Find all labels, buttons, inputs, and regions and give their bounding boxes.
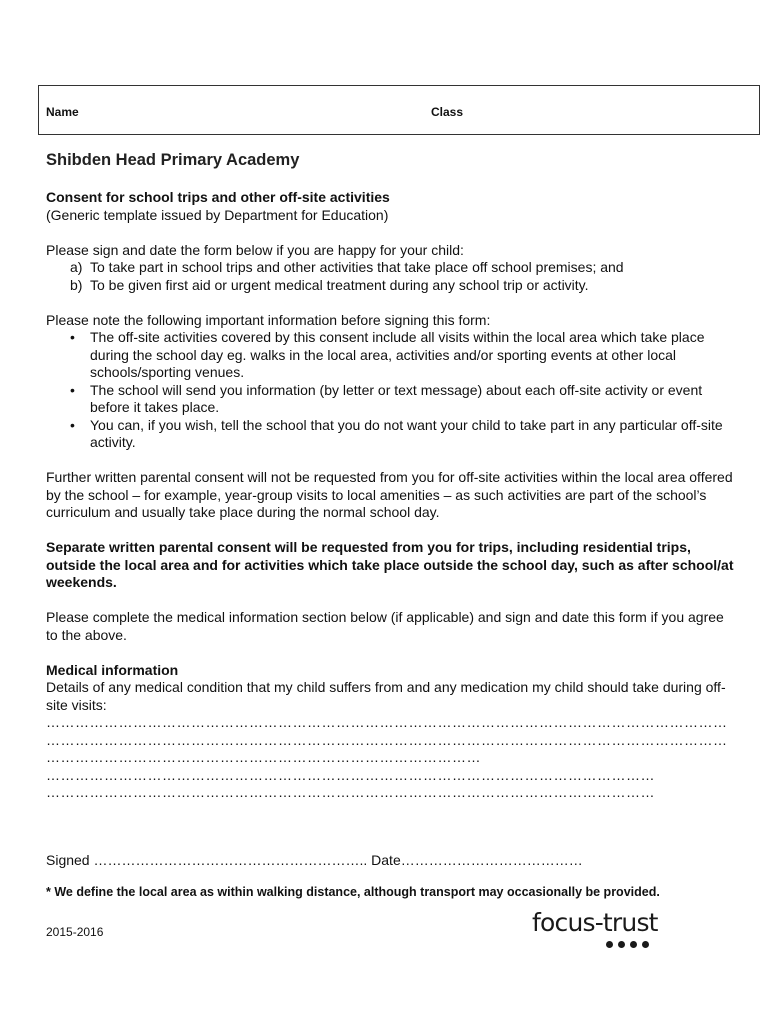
medical-line-5[interactable]: ……………………………………………………………………………………………………………… bbox=[46, 784, 655, 800]
intro-text: Please sign and date the form below if you are happy for your child: bbox=[46, 241, 464, 258]
intro-list bbox=[46, 259, 736, 294]
bullet-icon: • bbox=[70, 381, 75, 398]
list-item bbox=[46, 277, 736, 295]
footnote: * We define the local area as within walking distance, although transport may occasionally be provided. bbox=[46, 885, 660, 899]
consent-subheading: (Generic template issued by Department for Education) bbox=[46, 206, 389, 223]
list-item bbox=[46, 259, 736, 277]
consent-heading: Consent for school trips and other off-site activities bbox=[46, 189, 390, 205]
medical-line-1[interactable]: …………………………………………………………………………………………………………………………… bbox=[46, 714, 728, 730]
medical-line-4[interactable]: ……………………………………………………………………………………………………………… bbox=[46, 766, 655, 783]
bullet-icon: • bbox=[70, 416, 75, 433]
list-item-text: The off-site activities covered by this consent include all visits within the local area which take place during the school day eg. walks in the local area, activities and/or sporting events at other local schools/sporting venues. bbox=[90, 329, 705, 380]
medical-line-3[interactable]: ……………………………………………………………………………… bbox=[46, 749, 481, 765]
list-item bbox=[46, 382, 736, 417]
note-text: Please note the following important information before signing this form: bbox=[46, 311, 491, 328]
form-content bbox=[46, 150, 736, 802]
name-label: Name bbox=[46, 105, 79, 119]
focus-trust-logo bbox=[532, 908, 662, 954]
name-class-box bbox=[38, 85, 760, 135]
list-item-text: To take part in school trips and other activities that take place off school premises; and bbox=[90, 259, 624, 275]
list-marker: a) bbox=[70, 259, 83, 275]
logo-text: focus-trust bbox=[532, 908, 658, 937]
list-item-text: To be given first aid or urgent medical treatment during any school trip or activity. bbox=[90, 276, 589, 293]
year-label: 2015-2016 bbox=[46, 925, 104, 939]
medical-text: Details of any medical condition that my child suffers from and any medication my child should take during off-site visits: bbox=[46, 679, 726, 713]
bullet-icon: • bbox=[70, 329, 75, 345]
signature-date-line[interactable]: Signed ………………………………………………….. Date………………………………… bbox=[46, 852, 583, 868]
further-consent-text: Further written parental consent will not be requested from you for off-site activities within the local area offered by the school – for example, year-group visits to local amenities – as such activities are part of the school’s curriculum and usually take place during the normal school day. bbox=[46, 469, 733, 520]
school-title: Shibden Head Primary Academy bbox=[46, 151, 300, 169]
medical-line-2[interactable]: …………………………………………………………………………………………………………………………… bbox=[46, 731, 728, 748]
class-label: Class bbox=[431, 105, 464, 119]
complete-instructions: Please complete the medical information section below (if applicable) and sign and date this form if you agree to the above. bbox=[46, 609, 724, 643]
logo-dots-icon bbox=[606, 941, 649, 948]
note-list bbox=[46, 329, 736, 452]
list-item bbox=[46, 329, 736, 382]
medical-heading: Medical information bbox=[46, 661, 179, 678]
list-marker: b) bbox=[70, 276, 83, 293]
list-item bbox=[46, 417, 736, 452]
list-item-text: You can, if you wish, tell the school that you do not want your child to take part in any particular off-site activity. bbox=[90, 416, 723, 450]
separate-consent-text: Separate written parental consent will be requested from you for trips, including residential trips, outside the local area and for activities which take place outside the school day, such as after school/at weekends. bbox=[46, 539, 734, 590]
list-item-text: The school will send you information (by letter or text message) about each off-site activity or event before it takes place. bbox=[90, 381, 703, 415]
